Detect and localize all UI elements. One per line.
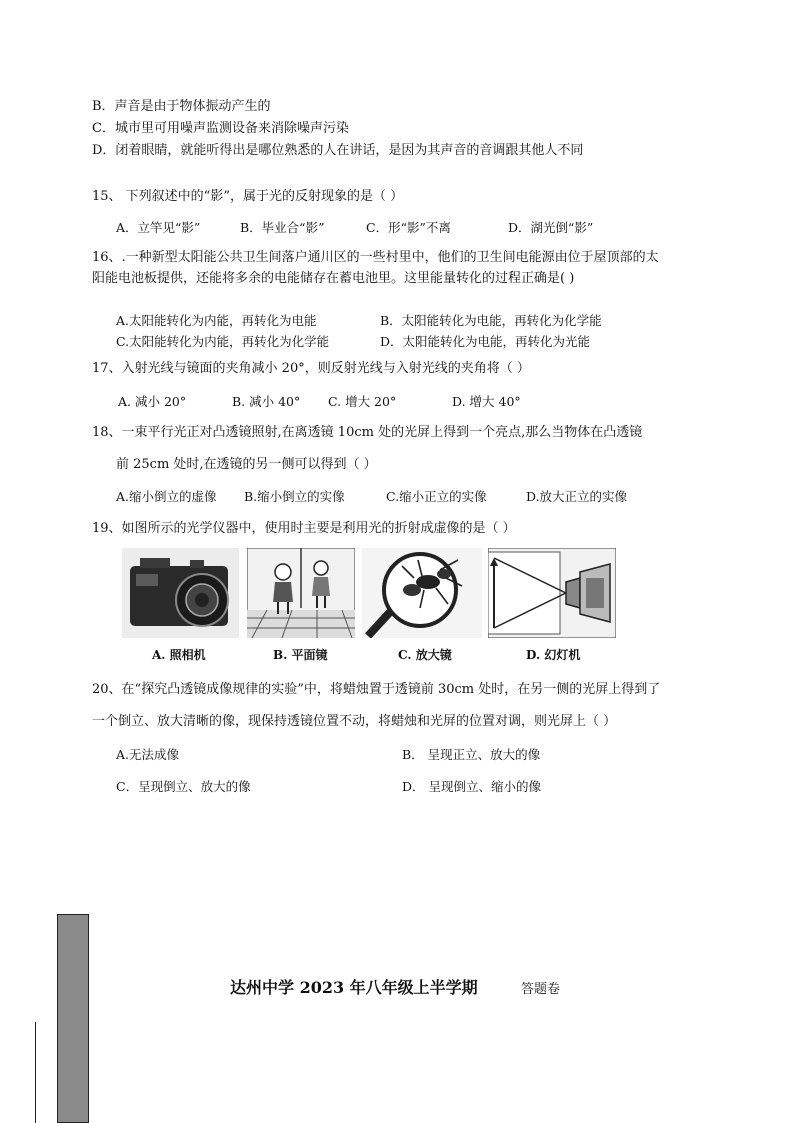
q16-option-d: D．太阳能转化为电能，再转化为光能: [380, 334, 591, 349]
binding-margin-bar: [57, 914, 89, 1123]
q15-option-a: A．立竿见“影”: [116, 220, 201, 235]
projector-icon: [488, 548, 616, 638]
figure-caption-a: A. 照相机: [152, 648, 206, 662]
answer-sheet-subtitle: 答题卷: [521, 982, 561, 997]
q20-option-b: B． 呈现正立、放大的像: [402, 747, 541, 762]
q20-stem-line2: 一个倒立、放大清晰的像，现保持透镜位置不动，将蜡烛和光屏的位置对调，则光屏上（ ）: [92, 714, 617, 729]
q16-option-a: A.太阳能转化为内能，再转化为电能: [116, 313, 317, 328]
figure-caption-b: B. 平面镜: [273, 648, 328, 662]
q15-option-b: B．毕业合“影”: [240, 220, 325, 235]
q14-option-b: B．声音是由于物体振动产生的: [92, 99, 271, 114]
magnifier-icon: [362, 548, 482, 638]
q16-stem-line1: 16、.一种新型太阳能公共卫生间落户通川区的一些村里中，他们的卫生间电能源由位于屋顶部的太: [92, 250, 659, 265]
q20-stem-line1: 20、在“探究凸透镜成像规律的实验”中，将蜡烛置于透镜前 30cm 处时，在另一侧的光屏上得到了: [92, 682, 661, 697]
q19-stem: 19、如图所示的光学仪器中，使用时主要是利用光的折射成虚像的是（ ）: [92, 521, 516, 536]
q15-option-c: C．形“影”不离: [366, 220, 451, 235]
answer-sheet-title: 达州中学 2023 年八年级上半学期: [230, 978, 478, 997]
q18-option-b: B.缩小倒立的实像: [244, 489, 345, 504]
q17-option-d: D. 增大 40°: [452, 394, 521, 409]
q18-stem-line2: 前 25cm 处时,在透镜的另一侧可以得到（ ）: [116, 457, 377, 472]
q16-option-c: C.太阳能转化为内能，再转化为化学能: [116, 334, 330, 349]
q14-option-d: D．闭着眼睛，就能听得出是哪位熟悉的人在讲话，是因为其声音的音调跟其他人不同: [92, 143, 584, 158]
q17-option-c: C. 增大 20°: [328, 394, 397, 409]
q20-option-c: C．呈现倒立、放大的像: [116, 779, 251, 794]
q18-option-d: D.放大正立的实像: [526, 489, 628, 504]
q16-option-b: B．太阳能转化为电能，再转化为化学能: [380, 313, 602, 328]
q17-stem: 17、入射光线与镜面的夹角减小 20°，则反射光线与入射光线的夹角将（ ）: [92, 361, 530, 376]
q18-option-a: A.缩小倒立的虚像: [116, 489, 217, 504]
q15-option-d: D．湖光倒“影”: [508, 220, 594, 235]
q16-stem-line2: 阳能电池板提供，还能将多余的电能储存在蓄电池里。这里能量转化的过程正确是( ): [92, 271, 575, 286]
camera-icon: [122, 548, 239, 638]
binding-line: [35, 1022, 36, 1123]
figure-caption-d: D. 幻灯机: [526, 648, 581, 662]
q14-option-c: C．城市里可用噪声监测设备来消除噪声污染: [92, 121, 349, 136]
plane-mirror-icon: [247, 548, 355, 638]
q18-option-c: C.缩小正立的实像: [386, 489, 487, 504]
q17-option-a: A. 减小 20°: [118, 394, 187, 409]
q20-option-d: D． 呈现倒立、缩小的像: [402, 779, 541, 794]
figure-caption-c: C. 放大镜: [398, 648, 452, 662]
q18-stem-line1: 18、一束平行光正对凸透镜照射,在离透镜 10cm 处的光屏上得到一个亮点,那么当物体在凸透镜: [92, 425, 643, 440]
q15-stem: 15、 下列叙述中的“影”，属于光的反射现象的是（ ）: [92, 189, 404, 204]
q20-option-a: A.无法成像: [116, 747, 180, 762]
q17-option-b: B. 减小 40°: [232, 394, 301, 409]
